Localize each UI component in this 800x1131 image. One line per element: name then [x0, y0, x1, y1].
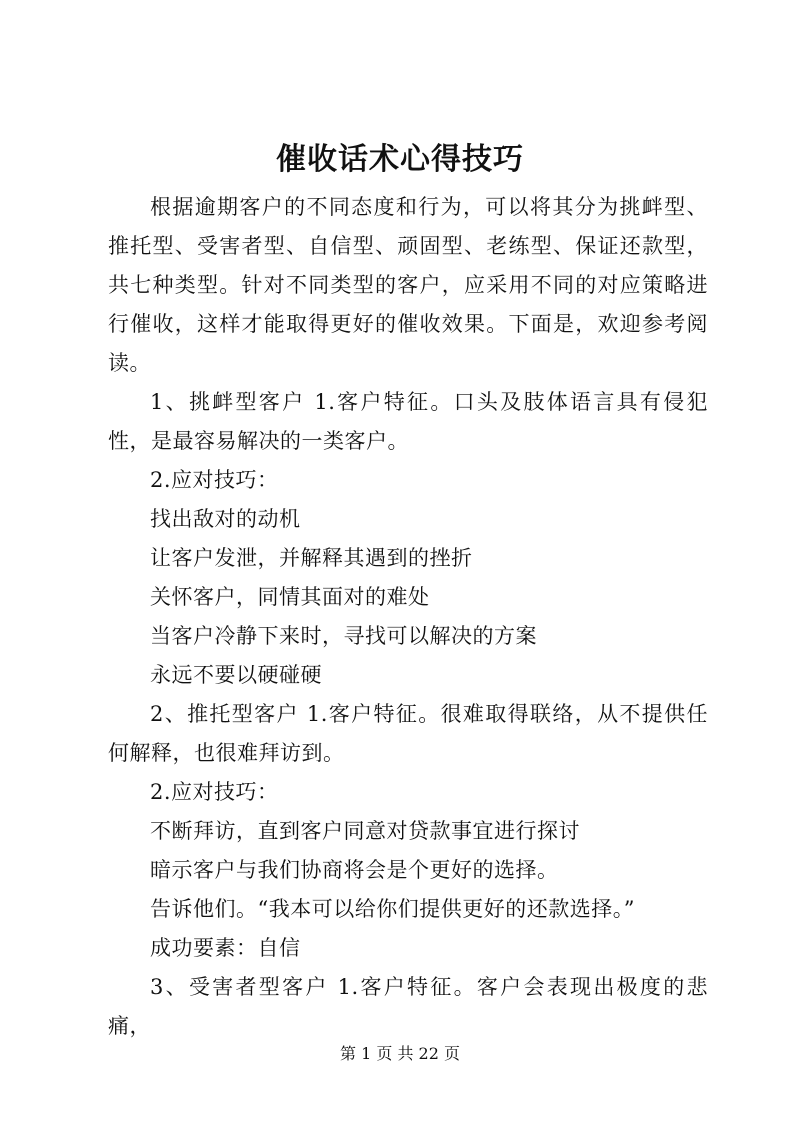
- paragraph: 3、受害者型客户 1.客户特征。客户会表现出极度的悲痛，: [108, 975, 708, 1038]
- text-line: 找出敌对的动机: [150, 507, 301, 531]
- text-line: 2.应对技巧：: [150, 468, 279, 492]
- text-line: 2.应对技巧：: [150, 780, 279, 804]
- text-line: 关怀客户，同情其面对的难处: [150, 585, 430, 609]
- document-title: 催收话术心得技巧: [276, 142, 524, 177]
- paragraph: 1、挑衅型客户 1.客户特征。口头及肢体语言具有侵犯性，是最容易解决的一类客户。: [108, 390, 708, 453]
- paragraph: 2、推托型客户 1.客户特征。很难取得联络，从不提供任何解释，也很难拜访到。: [108, 702, 708, 765]
- document-body: [108, 188, 708, 1046]
- text-line: 告诉他们。“我本可以给你们提供更好的还款选择。”: [150, 897, 635, 921]
- paragraph: 根据逾期客户的不同态度和行为，可以将其分为挑衅型、推托型、受害者型、自信型、顽固型、老练型、保证还款型，共七种类型。针对不同类型的客户，应采用不同的对应策略进行催收，这样才能取得更好的催收效果。下面是，欢迎参考阅读。: [108, 195, 708, 375]
- text-line: 当客户冷静下来时，寻找可以解决的方案: [150, 624, 537, 648]
- text-line: 不断拜访，直到客户同意对贷款事宜进行探讨: [150, 819, 580, 843]
- text-line: 让客户发泄，并解释其遇到的挫折: [150, 546, 473, 570]
- text-line: 暗示客户与我们协商将会是个更好的选择。: [150, 858, 559, 882]
- text-line: 成功要素：自信: [150, 936, 301, 960]
- text-line: 永远不要以硬碰硬: [150, 663, 322, 687]
- page-footer: 第 1 页 共 22 页: [340, 1044, 460, 1063]
